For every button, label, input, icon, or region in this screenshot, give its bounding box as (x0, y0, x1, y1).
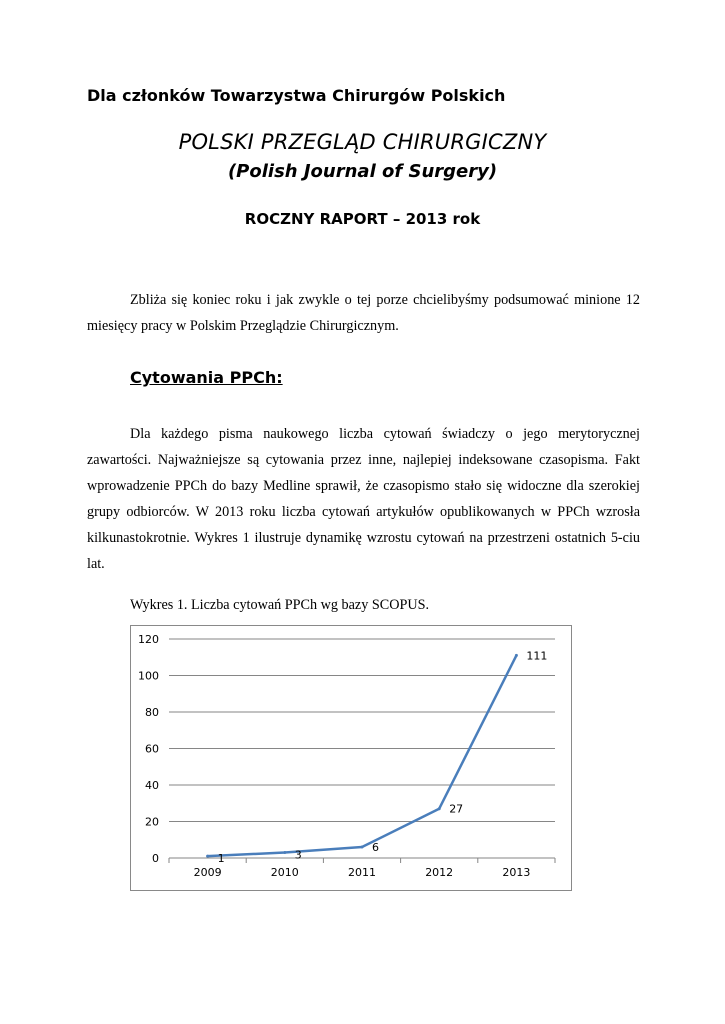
journal-title: POLSKI PRZEGLĄD CHIRURGICZNY (178, 130, 547, 154)
y-tick-label: 20 (145, 815, 159, 829)
data-point (515, 654, 518, 657)
data-label: 3 (294, 848, 302, 862)
y-tick-label: 100 (138, 669, 159, 683)
citations-chart (130, 625, 572, 891)
data-label: 27 (449, 802, 464, 816)
y-tick-label: 120 (138, 633, 159, 646)
data-point (206, 855, 209, 858)
series-line (208, 655, 517, 856)
x-tick-label: 2013 (502, 866, 531, 879)
data-label: 1 (217, 852, 225, 866)
x-tick-label: 2009 (193, 866, 222, 879)
data-point (361, 846, 364, 849)
section-heading: Cytowania PPCh: (130, 368, 283, 387)
report-title: ROCZNY RAPORT – 2013 rok (244, 210, 481, 228)
x-tick-label: 2012 (425, 866, 454, 879)
x-tick-label: 2011 (348, 866, 376, 879)
chart-caption: Wykres 1. Liczba cytowań PPCh wg bazy SCOPUS. (130, 597, 430, 613)
data-label: 111 (526, 649, 548, 663)
data-point (438, 807, 441, 810)
intro-heading: Dla członków Towarzystwa Chirurgów Polskich (87, 86, 506, 105)
y-tick-label: 40 (145, 779, 159, 792)
chart-svg (131, 626, 571, 890)
y-tick-label: 0 (152, 852, 159, 865)
x-tick-label: 2010 (270, 866, 299, 879)
data-label: 6 (372, 841, 379, 855)
intro-paragraph: Zbliża się koniec roku i jak zwykle o tej porze chcielibyśmy podsumować minione 12 miesięcy pracy w Polskim Przeglądzie Chirurgicznym. (87, 292, 640, 334)
y-tick-label: 60 (145, 742, 159, 756)
citations-paragraph: Dla każdego pisma naukowego liczba cytowań świadczy o jego merytorycznej zawartości. Najważniejsze są cytowania przez inne, najlepiej indeksowane czasopisma. Fakt wprowadzenie PPCh do bazy Medline sprawił, że czasopismo stało się widoczne dla szerokiej grupy odbiorców. W 2013 roku liczba cytowań artykułów opublikowanych w PPCh wzrosła kilkunastokrotnie. Wykres 1 ilustruje dynamikę wzrostu cytowań na przestrzeni ostatnich 5-ciu lat. (87, 426, 640, 572)
y-tick-label: 80 (145, 706, 159, 719)
journal-subtitle: (Polish Journal of Surgery) (227, 161, 498, 182)
data-point (283, 851, 286, 854)
